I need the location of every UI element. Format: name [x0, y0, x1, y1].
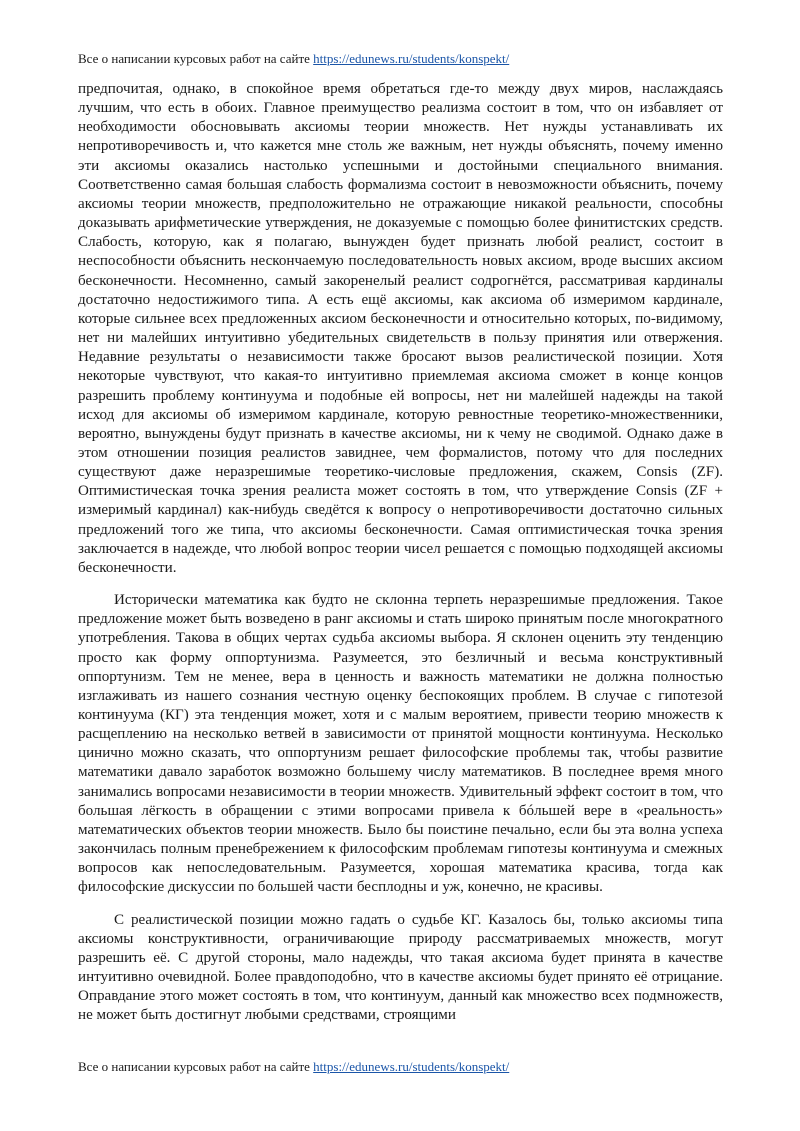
footer-text: Все о написании курсовых работ на сайте	[78, 1059, 310, 1074]
paragraph: Исторически математика как будто не склонна терпеть неразрешимые предложения. Такое предложение может быть возведено в ранг аксиомы и стать широко принятым после многократного употребления. Такова в общих чертах судьба аксиомы выбора. Я склонен оценить эту тенденцию просто как форму оппортунизма. Разумеется, это безличный и весьма конструктивный оппортунизм. Тем не менее, вера в ценность и важность математики не должна полностью изглаживать из нашего сознания честную оценку беспокоящих проблем. В случае с гипотезой континуума (КГ) эта тенденция может, хотя и с малым вероятием, привести теорию множеств к расщеплению на несколько ветвей в зависимости от принятой мощности континуума. Несколько цинично можно сказать, что оппортунизм решает философские проблемы так, чтобы развитие математики давало заработок возможно большему числу математиков. В последнее время много занимались вопросами независимости в теории множеств. Удивительный эффект состоит в том, что большая лёгкость в обращении с этими вопросами привела к бóльшей вере в «реальность» математических объектов теории множеств. Было бы поистине печально, если бы эта волна успеха закончилась полным пренебрежением к философским проблемам гипотезы континуума и смежных вопросов как непоследовательным. Разумеется, хорошая математика красива, тогда как философские дискуссии по большей части бесплодны и уж, конечно, не красивы.	[78, 592, 723, 896]
body-text	[78, 80, 723, 1026]
paragraph: С реалистической позиции можно гадать о судьбе КГ. Казалось бы, только аксиомы типа аксиомы конструктивности, ограничивающие природу рассматриваемых множеств, могут разрешить её. С другой стороны, мало надежды, что такая аксиома будет принята в качестве интуитивно очевидной. Более правдоподобно, что в качестве аксиомы будет принято её отрицание. Оправдание этого может состоять в том, что континуум, данный как множество всех подмножеств, не может быть достигнут любыми средствами, строящими	[78, 911, 723, 1024]
header-text: Все о написании курсовых работ на сайте	[78, 51, 310, 66]
page-footer	[78, 1059, 509, 1075]
page-header	[78, 51, 509, 67]
header-link[interactable]: https://edunews.ru/students/konspekt/	[313, 51, 510, 66]
footer-link[interactable]: https://edunews.ru/students/konspekt/	[313, 1059, 510, 1074]
paragraph: предпочитая, однако, в спокойное время обретаться где-то между двух миров, наслаждаясь лучшим, что есть в обоих. Главное преимущество реализма состоит в том, что он избавляет от необходимости обосновывать аксиомы теории множеств. Нет нужды устанавливать их непротиворечивость и, что кажется мне столь же важным, нет нужды объяснять, почему именно эти аксиомы оказались настолько успешными и достойными специального внимания. Соответственно самая большая слабость формализма состоит в невозможности объяснить, почему аксиомы теории множеств, предположительно не отражающие никакой реальности, способны доказывать арифметические утверждения, не доказуемые с помощью более финитистских средств. Слабость, которую, как я полагаю, вынужден будет признать любой реалист, состоит в неспособности объяснить нескончаемую последовательность новых аксиом, вроде высших аксиом бесконечности. Несомненно, самый закоренелый реалист содрогнётся, рассматривая кардиналы достаточно недостижимого типа. А есть ещё аксиомы, как аксиома об измеримом кардинале, которые сильнее всех предложенных аксиом бесконечности и относительно которых, по-видимому, нет ни малейших интуитивно убедительных свидетельств в пользу принятия или отвержения. Недавние результаты о независимости также бросают вызов реалистической позиции. Хотя некоторые чувствуют, что какая-то интуитивно приемлемая аксиома сможет в конце концов разрешить проблему континуума и подобные ей вопросы, нет ни малейшей надежды на такой исход для аксиомы об измеримом кардинале, которую ревностные теоретико-множественники, вероятно, вынуждены будут признать в качестве аксиомы, ни к чему не сводимой. Однако даже в этом отношении позиция реалистов завиднее, чем формалистов, потому что для последних существуют даже неразрешимые теоретико-числовые предложения, скажем, Consis (ZF). Оптимистическая точка зрения реалиста может состоять в том, что утверждение Consis (ZF + измеримый кардинал) как-нибудь сведётся к вопросу о непротиворечивости достаточно сильных предложений того же типа, что аксиомы бесконечности. Самая оптимистическая точка зрения заключается в надежде, что любой вопрос теории чисел решается с помощью подходящей аксиомы бесконечности.	[78, 81, 723, 576]
